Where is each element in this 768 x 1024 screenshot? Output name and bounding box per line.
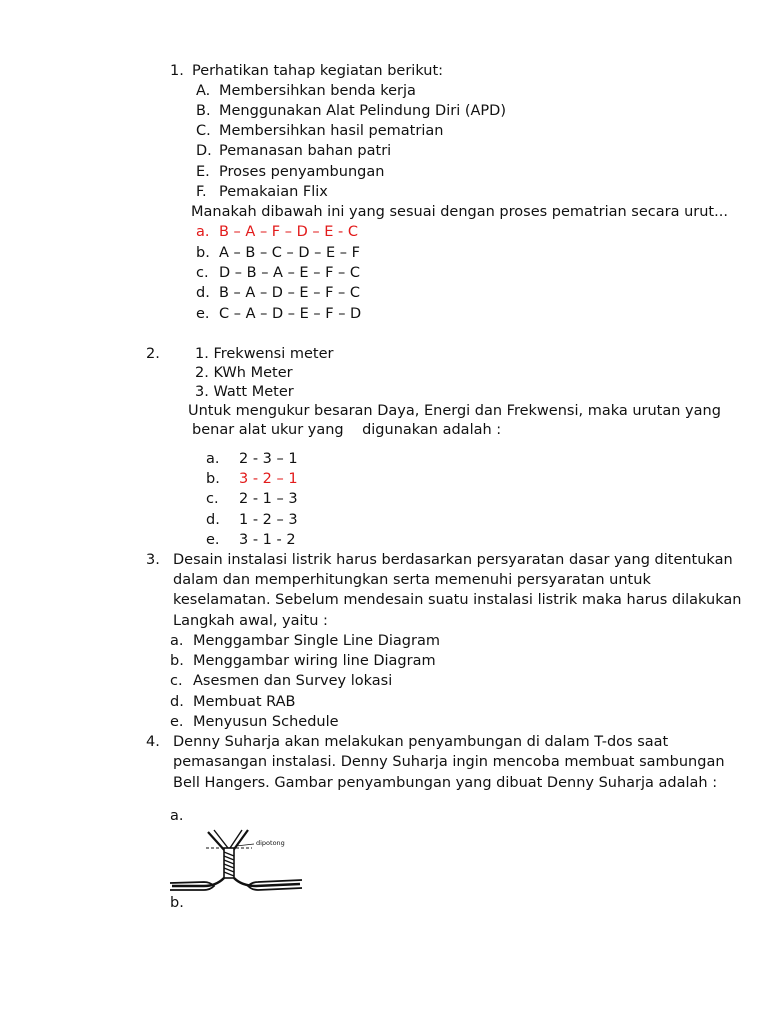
q3-option: Membuat RAB [193, 694, 296, 710]
q3-line: keselamatan. Sebelum mendesain suatu instalasi listrik maka harus dilakukan [173, 592, 742, 608]
q2-option-correct: 3 - 2 – 1 [239, 471, 298, 487]
q1-step-letter: A. [196, 83, 211, 99]
q3-option: Menggambar wiring line Diagram [193, 653, 436, 669]
q2-option-letter: a. [206, 451, 220, 467]
q2-item: 3. Watt Meter [195, 384, 294, 400]
q1-option: B – A – D – E – F – C [219, 285, 360, 301]
q4-line: pemasangan instalasi. Denny Suharja ingin mencoba membuat sambungan [173, 754, 725, 770]
q1-step-letter: B. [196, 103, 211, 119]
q3-line: Desain instalasi listrik harus berdasarkan persyaratan dasar yang ditentukan [173, 552, 733, 568]
q2-option: 2 - 1 – 3 [239, 491, 298, 507]
q2-item: 2. KWh Meter [195, 365, 293, 381]
q3-option: Menyusun Schedule [193, 714, 339, 730]
q1-step-letter: D. [196, 143, 212, 159]
q1-option-letter: d. [196, 285, 210, 301]
q2-option: 2 - 3 – 1 [239, 451, 298, 467]
q1-step: Pemanasan bahan patri [219, 143, 392, 159]
q1-option-letter-correct: a. [196, 224, 210, 240]
q1-step-letter: E. [196, 164, 210, 180]
q2-item: 1. Frekwensi meter [195, 346, 334, 362]
q2-option-letter: b. [206, 471, 220, 487]
q2-option-letter: d. [206, 512, 220, 528]
q1-step-letter: C. [196, 123, 211, 139]
q1-step: Menggunakan Alat Pelindung Diri (APD) [219, 103, 506, 119]
q3-line: dalam dan memperhitungkan serta memenuhi persyaratan untuk [173, 572, 651, 588]
q3-number: 3. [146, 552, 160, 568]
wire-joint-figure [168, 824, 303, 896]
q1-step: Pemakaian Flix [219, 184, 328, 200]
figure-label: dipotong [256, 839, 285, 847]
q1-option: D – B – A – E – F – C [219, 265, 360, 281]
q3-option: Menggambar Single Line Diagram [193, 633, 440, 649]
q1-option-letter: c. [196, 265, 209, 281]
q1-option: A – B – C – D – E – F [219, 245, 360, 261]
q2-option-letter: e. [206, 532, 220, 548]
q1-step-letter: F. [196, 184, 207, 200]
q1-step: Proses penyambungan [219, 164, 385, 180]
q2-option-letter: c. [206, 491, 219, 507]
q1-question: Manakah dibawah ini yang sesuai dengan proses pematrian secara urut... [191, 204, 728, 220]
q4-number: 4. [146, 734, 160, 750]
q3-line: Langkah awal, yaitu : [173, 613, 328, 629]
q1-stem: Perhatikan tahap kegiatan berikut: [192, 63, 444, 79]
q2-option: 3 - 1 - 2 [239, 532, 296, 548]
q2-option: 1 - 2 – 3 [239, 512, 298, 528]
q3-option: Asesmen dan Survey lokasi [193, 673, 393, 689]
q1-step: Membersihkan benda kerja [219, 83, 416, 99]
q1-option: C – A – D – E – F – D [219, 306, 362, 322]
q3-option-letter: b. [170, 653, 184, 669]
q2-number: 2. [146, 346, 160, 362]
q1-option-letter: b. [196, 245, 210, 261]
q2-question-line: Untuk mengukur besaran Daya, Energi dan Frekwensi, maka urutan yang [188, 403, 721, 419]
q3-option-letter: e. [170, 714, 184, 730]
q1-number: 1. [170, 63, 184, 79]
q3-option-letter: d. [170, 694, 184, 710]
q1-step: Membersihkan hasil pematrian [219, 123, 444, 139]
q3-option-letter: a. [170, 633, 184, 649]
q4-option-letter: b. [170, 895, 184, 911]
q2-question-line: benar alat ukur yang digunakan adalah : [192, 422, 502, 438]
q3-option-letter: c. [170, 673, 183, 689]
q4-line: Denny Suharja akan melakukan penyambungan di dalam T-dos saat [173, 734, 669, 750]
q1-option-correct: B – A – F – D – E - C [219, 224, 358, 240]
q4-option-letter: a. [170, 808, 184, 824]
q1-option-letter: e. [196, 306, 210, 322]
q4-line: Bell Hangers. Gambar penyambungan yang dibuat Denny Suharja adalah : [173, 775, 718, 791]
